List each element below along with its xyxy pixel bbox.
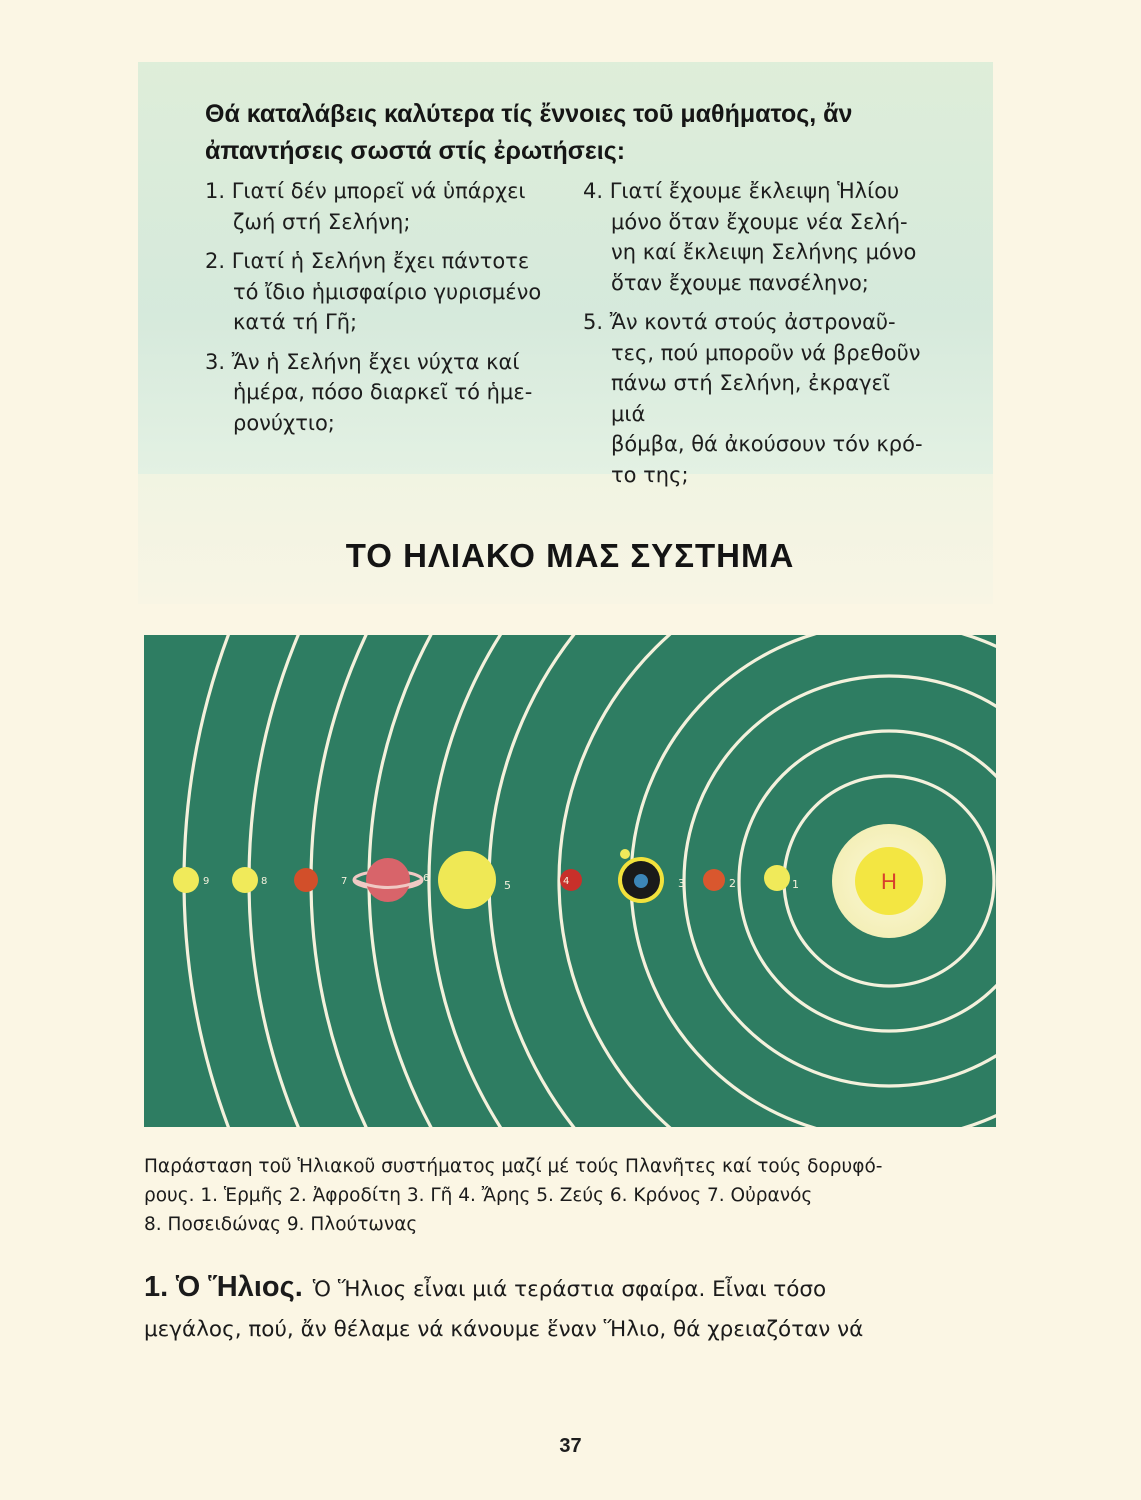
body-line-1 (144, 1267, 999, 1310)
question-number: 4. (583, 179, 604, 203)
question-text-cont: βόμβα, θά ἀκούσουν τόν κρό- (611, 432, 923, 456)
question-text-cont: κατά τή Γῆ; (233, 310, 358, 334)
body-line-2: μεγάλος, πού, ἄν θέλαμε νά κάνουμε ἕναν Ἥλιο, θά χρειαζόταν νά (144, 1317, 864, 1342)
planet-label-1: 1 (792, 878, 799, 891)
planet-label-7: 7 (341, 876, 348, 887)
caption-line-1: Παράσταση τοῦ Ἡλιακοῦ συστήματος μαζί μέ τούς Πλανῆτες καί τούς δορυφό- (144, 1156, 883, 1177)
mercury (764, 865, 790, 891)
question-text-cont: ὅταν ἔχουμε πανσέληνο; (611, 270, 869, 295)
jupiter (438, 851, 496, 909)
question-4 (583, 176, 928, 298)
question-text: Γιατί ἔχουμε ἔκλειψη Ἡλίου (609, 179, 900, 203)
earth-core (634, 874, 648, 888)
planet-label-4: 4 (563, 876, 570, 887)
page-number: 37 (559, 1435, 582, 1457)
question-2 (205, 246, 555, 338)
solar-system-diagram (144, 635, 996, 1127)
planet-label-8: 8 (261, 876, 268, 887)
subsection-heading: 1. Ὁ Ἥλιος. (144, 1271, 303, 1303)
planet-label-6: 6 (423, 873, 430, 884)
question-text: Ἄν κοντά στούς ἀστροναῦ- (609, 310, 896, 334)
saturn (366, 858, 410, 902)
question-number: 5. (583, 310, 604, 334)
question-text-cont: τό ἴδιο ἡμισφαίριο γυρισμένο (233, 279, 542, 304)
questions-left-column (205, 176, 555, 447)
question-1 (205, 176, 555, 237)
question-3 (205, 347, 555, 439)
neptune (232, 867, 258, 893)
question-text-cont: τες, πού μποροῦν νά βρεθοῦν (611, 340, 921, 365)
planet-label-3: 3 (678, 877, 685, 890)
question-text-cont: ρονύχτιο; (233, 410, 335, 435)
question-text-cont: νη καί ἔκλειψη Σελήνης μόνο (611, 240, 917, 264)
question-number: 1. (205, 179, 226, 203)
figure-caption (144, 1152, 999, 1239)
question-text: Ἄν ἡ Σελήνη ἔχει νύχτα καί (231, 349, 520, 374)
pluto (173, 867, 199, 893)
venus (703, 869, 725, 891)
section-title: ΤΟ ΗΛΙΑΚΟ ΜΑΣ ΣΥΣΤΗΜΑ (345, 537, 795, 574)
questions-right-column (583, 176, 928, 499)
sun-label: Η (881, 869, 897, 894)
planet-label-2: 2 (729, 877, 736, 890)
uranus (294, 868, 318, 892)
question-text: Γιατί δέν μπορεῖ νά ὑπάρχει (231, 179, 526, 203)
intro-line-1: Θά καταλάβεις καλύτερα τίς ἔννοιες τοῦ μαθήματος, ἄν (205, 100, 853, 128)
caption-line-3: 8. Ποσειδώνας 9. Πλούτωνας (144, 1214, 418, 1235)
question-text-cont: μόνο ὅταν ἔχουμε νέα Σελή- (611, 209, 908, 234)
question-number: 2. (205, 249, 226, 273)
question-text-cont: πάνω στή Σελήνη, ἐκραγεῖ μιά (611, 371, 890, 426)
body-text: Ὁ Ἥλιος εἶναι μιά τεράστια σφαίρα. Εἶναι τόσο (312, 1277, 827, 1302)
moon (620, 849, 630, 859)
question-number: 3. (205, 349, 226, 374)
body-paragraph (144, 1267, 999, 1350)
question-text-cont: ἡμέρα, πόσο διαρκεῖ τό ἡμε- (233, 380, 533, 404)
question-text-cont: το της; (611, 462, 689, 487)
planet-label-5: 5 (504, 879, 511, 892)
question-text: Γιατί ἡ Σελήνη ἔχει πάντοτε (231, 249, 530, 273)
planet-label-9: 9 (203, 876, 210, 887)
question-5 (583, 307, 928, 490)
intro-instruction (205, 96, 975, 170)
intro-line-2: ἀπαντήσεις σωστά στίς ἐρωτήσεις: (205, 137, 626, 165)
caption-line-2: ρους. 1. Ἑρμῆς 2. Ἀφροδίτη 3. Γῆ 4. Ἄρης 5. Ζεύς 6. Κρόνος 7. Οὐρανός (144, 1185, 813, 1206)
question-text-cont: ζωή στή Σελήνη; (233, 209, 411, 234)
